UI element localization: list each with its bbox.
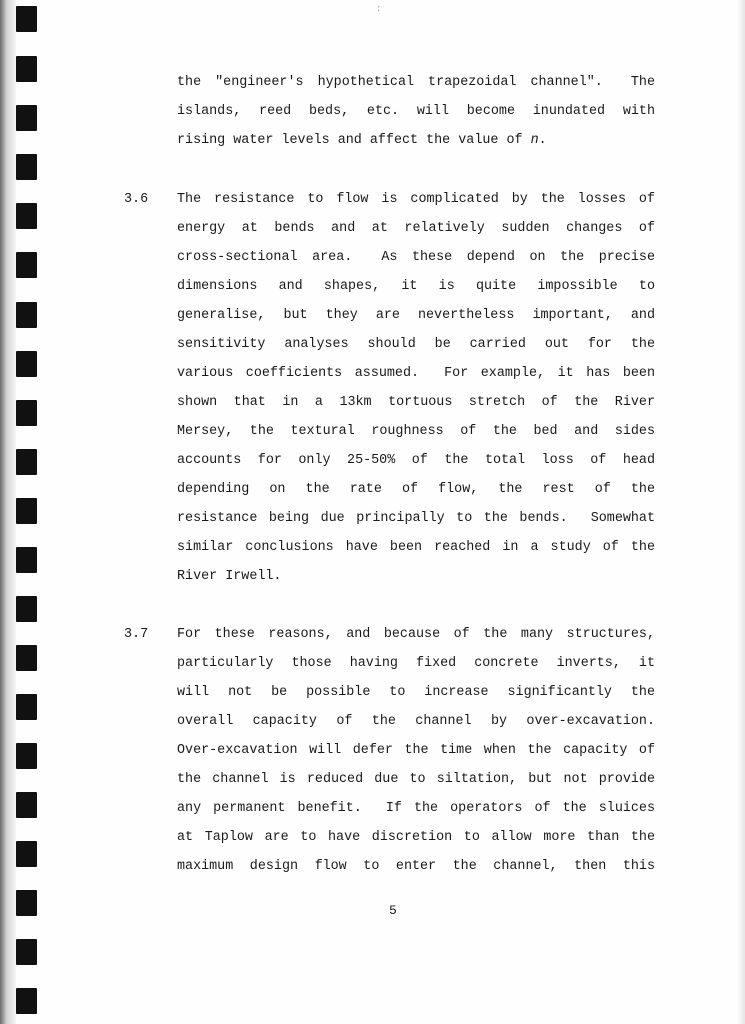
binding-hole bbox=[16, 498, 37, 524]
binding-hole bbox=[16, 939, 37, 965]
text-line: various coefficients assumed. For example, it has been bbox=[177, 366, 655, 381]
binding-hole bbox=[16, 105, 37, 131]
binding-hole bbox=[16, 400, 37, 426]
text-line: For these reasons, and because of the many structures, bbox=[177, 627, 655, 642]
binding-hole bbox=[16, 154, 37, 180]
binding-hole bbox=[16, 302, 37, 328]
binding-hole bbox=[16, 449, 37, 475]
binding-hole bbox=[16, 645, 37, 671]
text-line: similar conclusions have been reached in a study of the bbox=[177, 540, 655, 555]
text-line: Over-excavation will defer the time when the capacity of bbox=[177, 743, 655, 758]
text-line: maximum design flow to enter the channel, then this bbox=[177, 859, 655, 874]
text-line: overall capacity of the channel by over-excavation. bbox=[177, 714, 655, 729]
text-line: islands, reed beds, etc. will become inundated with bbox=[177, 104, 655, 119]
binding-hole bbox=[16, 252, 37, 278]
text-line: River Irwell. bbox=[177, 569, 282, 584]
text-line: particularly those having fixed concrete inverts, it bbox=[177, 656, 655, 671]
binding-hole bbox=[16, 890, 37, 916]
text-line: the channel is reduced due to siltation, but not provide bbox=[177, 772, 655, 787]
text-line: dimensions and shapes, it is quite impossible to bbox=[177, 279, 655, 294]
binding-hole bbox=[16, 6, 37, 32]
text-line: accounts for only 25-50% of the total loss of head bbox=[177, 453, 655, 468]
text-line: rising water levels and affect the value of n. bbox=[177, 133, 547, 148]
binding-hole bbox=[16, 841, 37, 867]
text-line: shown that in a 13km tortuous stretch of the River bbox=[177, 395, 655, 410]
binding-hole bbox=[16, 547, 37, 573]
paragraph-number: 3.7 bbox=[124, 627, 149, 642]
binding-hole bbox=[16, 203, 37, 229]
text-line: Mersey, the textural roughness of the bed and sides bbox=[177, 424, 655, 439]
text-line: resistance being due principally to the bends. Somewhat bbox=[177, 511, 655, 526]
binding-strip bbox=[6, 0, 16, 1024]
page-mark: : bbox=[376, 4, 382, 14]
binding-hole bbox=[16, 988, 37, 1014]
binding-hole bbox=[16, 694, 37, 720]
text-line: the "engineer's hypothetical trapezoidal channel". The bbox=[177, 75, 655, 90]
text-line: energy at bends and at relatively sudden changes of bbox=[177, 221, 655, 236]
page-number: 5 bbox=[389, 903, 397, 918]
binding-hole bbox=[16, 792, 37, 818]
binding-hole bbox=[16, 56, 37, 82]
binding-hole bbox=[16, 596, 37, 622]
text-line: cross-sectional area. As these depend on the precise bbox=[177, 250, 655, 265]
paragraph-number: 3.6 bbox=[124, 192, 149, 207]
text-line: generalise, but they are nevertheless important, and bbox=[177, 308, 655, 323]
text-line: will not be possible to increase significantly the bbox=[177, 685, 655, 700]
text-line: at Taplow are to have discretion to allow more than the bbox=[177, 830, 655, 845]
page-edge-shadow bbox=[737, 0, 745, 1024]
text-line: any permanent benefit. If the operators of the sluices bbox=[177, 801, 655, 816]
text-line: depending on the rate of flow, the rest of the bbox=[177, 482, 655, 497]
text-line: sensitivity analyses should be carried out for the bbox=[177, 337, 655, 352]
binding-hole bbox=[16, 351, 37, 377]
text-line: The resistance to flow is complicated by the losses of bbox=[177, 192, 655, 207]
binding-hole bbox=[16, 743, 37, 769]
spiral-binding bbox=[0, 0, 40, 1024]
